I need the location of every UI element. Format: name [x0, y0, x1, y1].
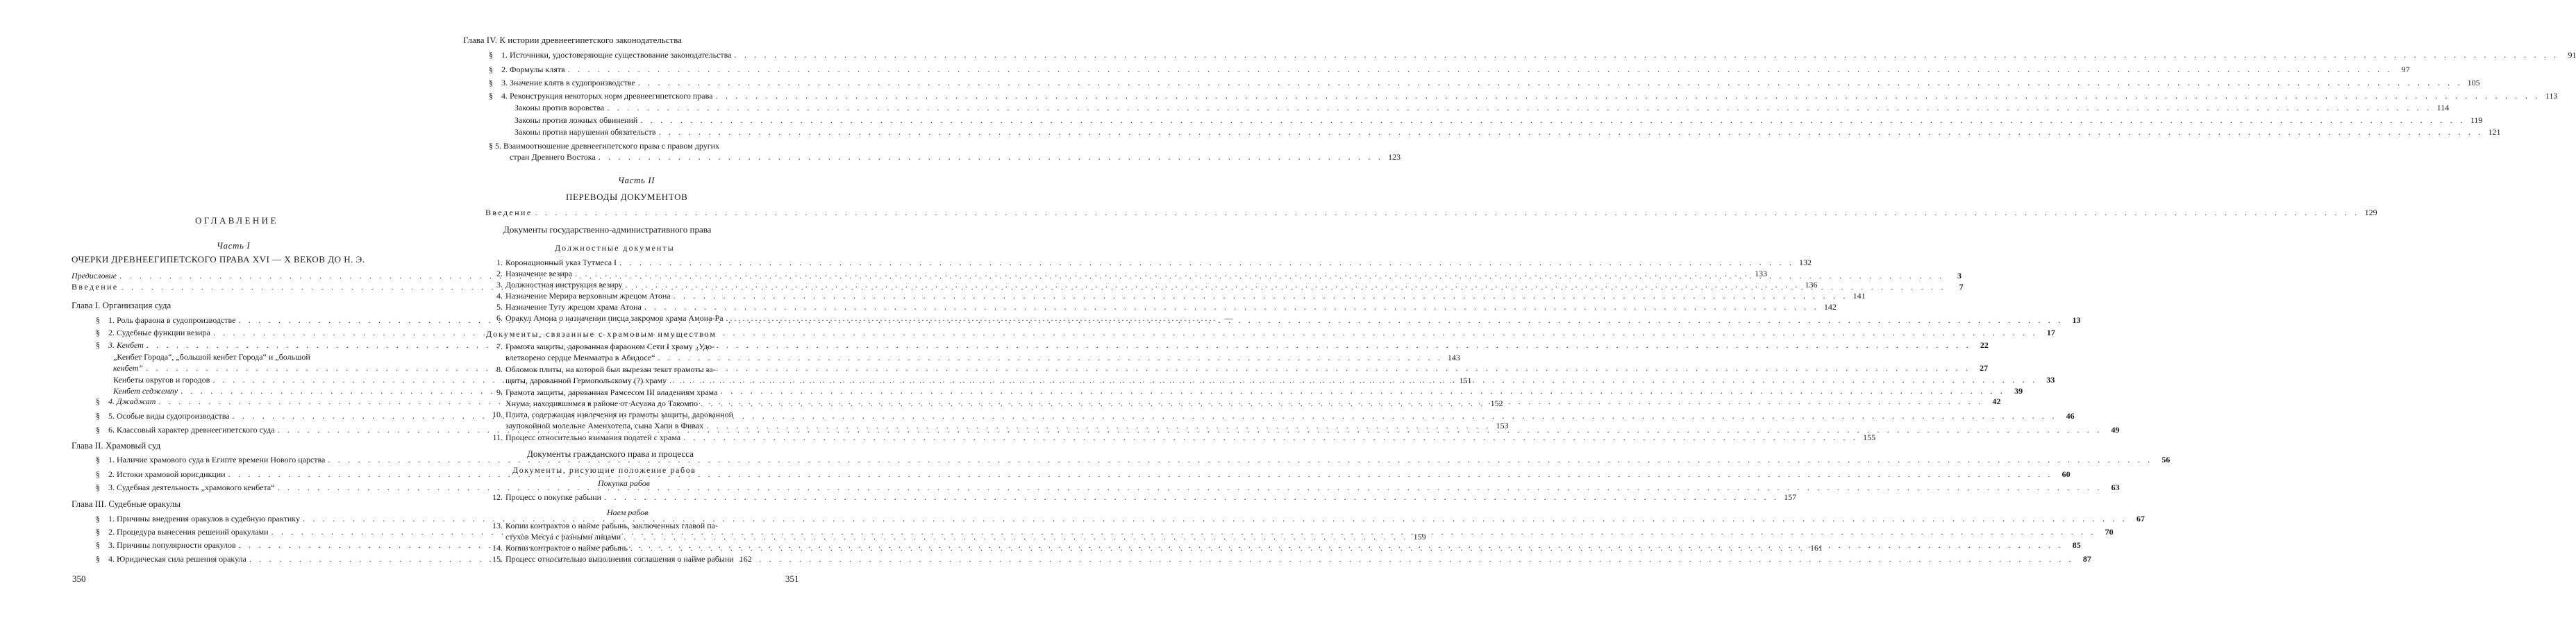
doc-entry[interactable] [485, 313, 1233, 324]
doc-entry-line1[interactable] [485, 365, 796, 375]
section-symbol: § [96, 315, 100, 325]
toc-entry-line1[interactable]: § 5. Взаимоотношение древнеегипетского права с правом других [489, 141, 720, 151]
page-ref: 152 [1490, 399, 1503, 408]
doc-number: 6. [496, 313, 503, 323]
doc-entry-line1[interactable] [485, 387, 796, 398]
leader-dots [658, 353, 1443, 363]
toc-entry[interactable] [489, 91, 2558, 101]
page-ref: 151 [1459, 376, 1472, 385]
toc-entry[interactable] [489, 65, 2410, 75]
section-symbol: § [489, 78, 493, 87]
leader-dots [674, 291, 1848, 301]
toc-subentry[interactable] [515, 103, 2450, 113]
doc-number: 4. [496, 291, 503, 301]
leader-dots [599, 152, 1383, 162]
doc-entry[interactable] [485, 433, 1876, 443]
page-ref: — [1224, 313, 1233, 323]
page-ref: 46 [2066, 411, 2075, 421]
doc-entry-line2[interactable] [505, 399, 1503, 409]
page-ref: 39 [2014, 386, 2023, 396]
doc-entry-line2[interactable] [505, 376, 1472, 386]
entry-text: Процесс относительно выполнения соглашения о найме рабыни [505, 554, 734, 564]
leader-dots [535, 208, 2360, 218]
entry-text: влетворено сердце Менмаатра в Абидосе“ [505, 353, 655, 362]
section-symbol: § [489, 65, 493, 74]
entry-text: 4. Реконструкция некоторых норм древнеегипетского права [501, 91, 713, 101]
page-ref: 67 [2136, 514, 2145, 523]
entry-text: Копии контрактов о найме рабынь, заключенных главой па- [505, 521, 718, 530]
entry-text: 4. Юридическая сила решения оракула [108, 554, 246, 564]
doc-number: 14. [492, 543, 503, 553]
doc-entry[interactable] [485, 280, 1818, 290]
page-ref: 159 [1413, 532, 1426, 542]
toc-subentry[interactable] [515, 127, 2501, 137]
leader-dots [640, 115, 2465, 126]
page-ref: 155 [1863, 433, 1876, 442]
toc-entry[interactable] [96, 455, 2171, 465]
page-ref: 162 [739, 554, 752, 564]
chapter-4-title[interactable]: Глава IV. К истории древнеегипетского законодательства [463, 35, 682, 45]
entry-text: Законы против нарушения обязательств [515, 127, 656, 137]
chapter-1-title[interactable]: Глава I. Организация суда [72, 300, 172, 310]
doc-number: 8. [496, 365, 503, 374]
section-symbol: § [96, 425, 100, 435]
page-ref: 27 [1980, 363, 1989, 373]
leader-dots [734, 50, 2559, 60]
leader-dots [715, 91, 2540, 101]
entry-text: Грамота защиты, дарованная Рамсесом III владениям храма [505, 387, 718, 397]
part1-label: Часть I [217, 240, 251, 251]
subsection-hire-heading: Наем рабов [607, 508, 649, 517]
leader-dots [683, 433, 1858, 443]
page-ref: 141 [1852, 291, 1866, 301]
leader-dots [146, 363, 1971, 374]
entry-text: 2. Истоки храмовой юрисдикции [108, 469, 226, 479]
page-ref: 91 [2568, 50, 2576, 60]
entry-text: Процесс о покупке рабыни [505, 492, 602, 502]
entry-text: Законы против воровства [515, 103, 605, 112]
leader-dots [701, 399, 1485, 409]
page-ref: 142 [1823, 302, 1837, 312]
page-ref: 114 [2436, 103, 2450, 112]
entry-text: стухов Месуа с разными лицами [505, 532, 621, 542]
entry-text: щиты, дарованной Гермопольскому (?) храму [505, 376, 667, 385]
entry-text: 3. Причины популярности оракулов [108, 540, 236, 550]
leader-dots [626, 280, 1800, 290]
entry-text: Предисловие [72, 271, 117, 280]
part2-label: Часть II [618, 175, 655, 185]
doc-number: 10. [492, 410, 503, 419]
doc-entry[interactable] [485, 291, 1866, 301]
leader-dots [568, 65, 2393, 75]
toc-subentry-line1[interactable]: „Кенбет Города“, „большой кенбет Города“ и „большой [113, 352, 310, 362]
doc-number: 2. [496, 269, 503, 278]
page-ref: 136 [1805, 280, 1818, 290]
section-symbol: § [96, 483, 100, 492]
page-ref: 33 [2046, 375, 2055, 385]
page-ref: 97 [2401, 65, 2410, 74]
entry-text: Назначение Мерира верховным жрецом Атона [505, 291, 671, 301]
entry-text: Должностная инструкция везиру [505, 280, 623, 290]
doc-entry[interactable] [485, 554, 796, 564]
entry-text: 1. Наличие храмового суда в Египте времени Нового царства [108, 455, 326, 464]
entry-text: Введение [72, 282, 119, 292]
part1-title: ОЧЕРКИ ДРЕВНЕЕГИПЕТСКОГО ПРАВА XVI — X ВЕКОВ ДО Н. Э. [72, 254, 365, 265]
page-ref: 129 [2364, 208, 2377, 217]
toc-entry-introduction[interactable] [485, 208, 2377, 218]
leader-dots [575, 269, 1750, 279]
doc-entry[interactable] [485, 492, 1797, 503]
page-ref: 7 [1959, 282, 1964, 292]
page-ref: 60 [2061, 469, 2071, 479]
section-symbol: § [489, 91, 493, 101]
entry-text: Процесс относительно взимания податей с храма [505, 433, 681, 442]
entry-text: Коронационный указ Тутмеса I [505, 258, 617, 267]
page-ref: 121 [2488, 127, 2501, 137]
entry-text: Копии контрактов о найме рабынь [505, 543, 628, 553]
section-symbol: § [96, 455, 100, 464]
leader-dots [659, 127, 2484, 137]
leader-dots [630, 543, 1805, 553]
doc-number: 12. [492, 492, 503, 502]
page-ref: 87 [2082, 554, 2091, 564]
entry-text: 4. Джаджат [108, 396, 156, 406]
page-ref: 105 [2467, 78, 2480, 87]
section-civil-heading: Документы гражданского права и процесса [527, 449, 694, 459]
entry-text: Введение [485, 208, 533, 217]
entry-text: кенбет“ [113, 363, 144, 373]
subsection-purchase-heading: Покупка рабов [598, 478, 651, 488]
toc-entry[interactable] [489, 50, 2576, 60]
leader-dots [638, 78, 2463, 88]
leader-dots [619, 258, 1794, 268]
page-ref: 13 [2072, 315, 2081, 325]
doc-entry-line2[interactable] [505, 421, 1509, 431]
entry-text: Назначение Туту жрецом храма Атона [505, 302, 642, 312]
doc-number: 7. [496, 342, 503, 351]
leader-dots [706, 421, 1491, 431]
entry-text: Плита, содержащая извлечения из грамоты защиты, дарованной [505, 410, 734, 419]
entry-text: заупокойной молельне Аменхотепа, сына Хапи в Фивах [505, 421, 704, 430]
section-symbol: § [96, 411, 100, 421]
section-symbol: § [96, 527, 100, 537]
doc-entry[interactable] [485, 302, 1837, 312]
page-ref: 157 [1784, 492, 1797, 502]
doc-number: 11. [492, 433, 503, 442]
entry-text: Кенбеты округов и городов [113, 375, 210, 385]
toc-entry[interactable] [96, 514, 2145, 524]
toc-subentry[interactable] [515, 115, 2483, 126]
page-ref: 63 [2111, 483, 2120, 492]
toc-title: ОГЛАВЛЕНИЕ [195, 215, 278, 226]
page-ref: 49 [2111, 425, 2120, 435]
page-ref: 42 [1992, 396, 2001, 406]
entry-text: 1. Роль фараона в судопроизводстве [108, 315, 236, 325]
page-ref: 85 [2072, 540, 2081, 550]
page-ref: 161 [1809, 543, 1823, 553]
subsection-temple-heading: Документы, связанные с храмовым имуществом [486, 329, 717, 339]
chapter-2-title[interactable]: Глава II. Храмовый суд [72, 440, 161, 451]
leader-dots [147, 340, 1971, 351]
section-symbol: § [96, 469, 100, 479]
page-ref: 133 [1755, 269, 1768, 278]
section-symbol: § [96, 540, 100, 550]
doc-number: 15. [492, 554, 503, 564]
section-symbol: § [96, 514, 100, 523]
subsection-official-heading: Должностные документы [555, 243, 675, 253]
leader-dots [644, 302, 1819, 312]
entry-text: 1. Источники, удостоверяющие существование законодательства [501, 50, 732, 60]
leader-dots [726, 313, 1216, 324]
section-symbol: § [96, 340, 100, 350]
section-symbol: § [96, 396, 100, 406]
leader-dots [624, 532, 1408, 542]
entry-text: 3. Значение клятв в судопроизводстве [501, 78, 635, 87]
doc-entry-line2[interactable] [505, 532, 1426, 542]
doc-entry[interactable] [485, 258, 1812, 268]
chapter-3-title[interactable]: Глава III. Судебные оракулы [72, 498, 181, 509]
leader-dots [669, 376, 1454, 386]
page-ref: 153 [1496, 421, 1509, 430]
page-ref: 123 [1388, 152, 1401, 162]
entry-text: Кенбет седжемпу [113, 386, 178, 396]
entry-text: Хнума, находившимся в районе от Асуана до Такомпо [505, 399, 699, 408]
toc-entry[interactable] [489, 78, 2480, 88]
entry-text: 2. Формулы клятв [501, 65, 565, 74]
doc-entry-line2[interactable] [505, 353, 1460, 363]
doc-entry-line1[interactable] [485, 521, 796, 531]
section-symbol: § [96, 328, 100, 337]
entry-text: Оракул Амона о назначении писца закромов храма Амона-Ра [505, 313, 724, 323]
entry-text: 1. Причины внедрения оракулов в судебную практику [108, 514, 300, 523]
entry-text: 3. Кенбет [108, 340, 144, 350]
page-ref: 22 [1980, 340, 1989, 350]
doc-number: 3. [496, 280, 503, 290]
page-ref: 119 [2470, 115, 2483, 125]
page-ref: 56 [2161, 455, 2171, 464]
doc-number: 1. [496, 258, 503, 267]
entry-text: 2. Судебные функции везира [108, 328, 210, 337]
entry-text: Обломок плиты, на которой был вырезан текст грамоты за- [505, 365, 716, 374]
page-ref: 113 [2545, 91, 2558, 101]
page-ref: 70 [2105, 527, 2114, 537]
page-ref: 17 [2046, 328, 2055, 337]
doc-entry-line1[interactable] [485, 342, 796, 352]
section-symbol: § [96, 554, 100, 564]
entry-text: Грамота защиты, дарованная фараоном Сети I храму „Удо- [505, 342, 715, 351]
entry-text: 5. Особые виды судопроизводства [108, 411, 230, 421]
leader-dots [604, 492, 1779, 503]
page-ref: 132 [1799, 258, 1812, 267]
entry-text: стран Древнего Востока [510, 152, 596, 162]
section-symbol: § [489, 50, 493, 60]
doc-entry[interactable] [485, 269, 1768, 279]
entry-text: 2. Процедура вынесения решений оракулами [108, 527, 269, 537]
subsection-slaves-heading: Документы, рисующие положение рабов [512, 465, 696, 475]
page-number-right: 351 [785, 573, 799, 584]
doc-number: 13. [492, 521, 503, 530]
entry-text: Назначение везира [505, 269, 573, 278]
section-admin-heading: Документы государственно-административного права [503, 224, 712, 235]
doc-entry-line1[interactable] [485, 410, 796, 420]
entry-text: Законы против ложных обвинений [515, 115, 638, 125]
page-ref: 143 [1447, 353, 1460, 362]
doc-number: 9. [496, 387, 503, 397]
page-ref: 3 [1957, 271, 1962, 280]
toc-entry-line2[interactable] [510, 152, 1401, 162]
doc-number: 5. [496, 302, 503, 312]
page-number-left: 350 [72, 573, 86, 584]
entry-text: 6. Классовый характер древнеегипетского суда [108, 425, 275, 435]
leader-dots [607, 103, 2432, 113]
part2-title: ПЕРЕВОДЫ ДОКУМЕНТОВ [566, 192, 688, 202]
entry-text: 3. Судебная деятельность „храмового кенбета“ [108, 483, 275, 492]
doc-entry[interactable] [485, 543, 1823, 553]
